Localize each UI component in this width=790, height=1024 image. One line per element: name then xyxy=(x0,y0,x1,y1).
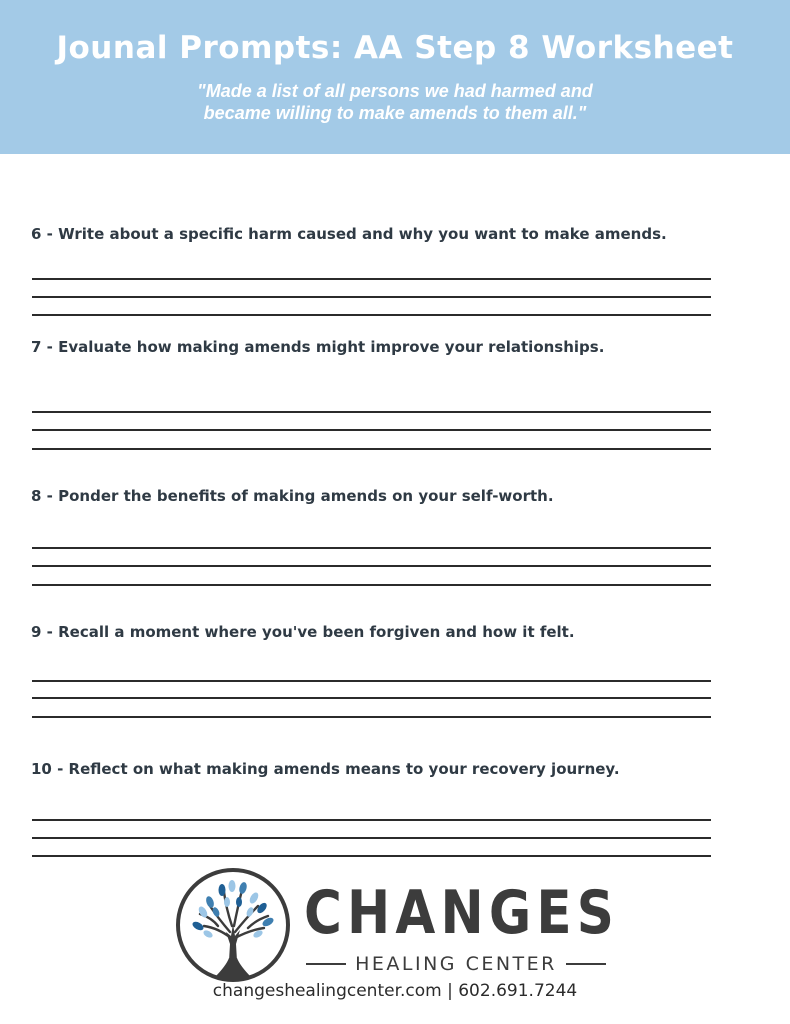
answer-line[interactable] xyxy=(32,855,711,857)
answer-line[interactable] xyxy=(32,296,711,298)
brand-name: CHANGES xyxy=(304,878,620,948)
answer-line[interactable] xyxy=(32,411,711,413)
quote-line-2: became willing to make amends to them all." xyxy=(203,103,587,123)
answer-line[interactable] xyxy=(32,680,711,682)
answer-line[interactable] xyxy=(32,584,711,586)
answer-line[interactable] xyxy=(32,837,711,839)
tree-icon xyxy=(174,866,292,989)
prompt-10: 10 - Reflect on what making amends means to your recovery journey. xyxy=(31,760,620,778)
answer-line[interactable] xyxy=(32,697,711,699)
footer-contact: changeshealingcenter.com | 602.691.7244 xyxy=(212,981,578,1001)
prompt-9: 9 - Recall a moment where you've been forgiven and how it felt. xyxy=(31,623,575,641)
worksheet-title: Jounal Prompts: AA Step 8 Worksheet xyxy=(56,30,734,66)
answer-line[interactable] xyxy=(32,278,711,280)
header-banner xyxy=(0,0,790,154)
answer-line[interactable] xyxy=(32,565,711,567)
answer-line[interactable] xyxy=(32,819,711,821)
answer-line[interactable] xyxy=(32,429,711,431)
step-quote xyxy=(0,80,790,124)
answer-line[interactable] xyxy=(32,448,711,450)
quote-line-1: "Made a list of all persons we had harmed and xyxy=(197,81,593,101)
divider xyxy=(306,963,346,965)
answer-line[interactable] xyxy=(32,547,711,549)
prompt-8: 8 - Ponder the benefits of making amends on your self-worth. xyxy=(31,487,554,505)
brand-subtitle xyxy=(306,951,606,977)
answer-line[interactable] xyxy=(32,716,711,718)
answer-line[interactable] xyxy=(32,314,711,316)
divider xyxy=(566,963,606,965)
brand-subname: HEALING CENTER xyxy=(355,953,557,975)
prompt-7: 7 - Evaluate how making amends might improve your relationships. xyxy=(31,338,605,356)
prompt-6: 6 - Write about a specific harm caused and why you want to make amends. xyxy=(31,225,667,243)
